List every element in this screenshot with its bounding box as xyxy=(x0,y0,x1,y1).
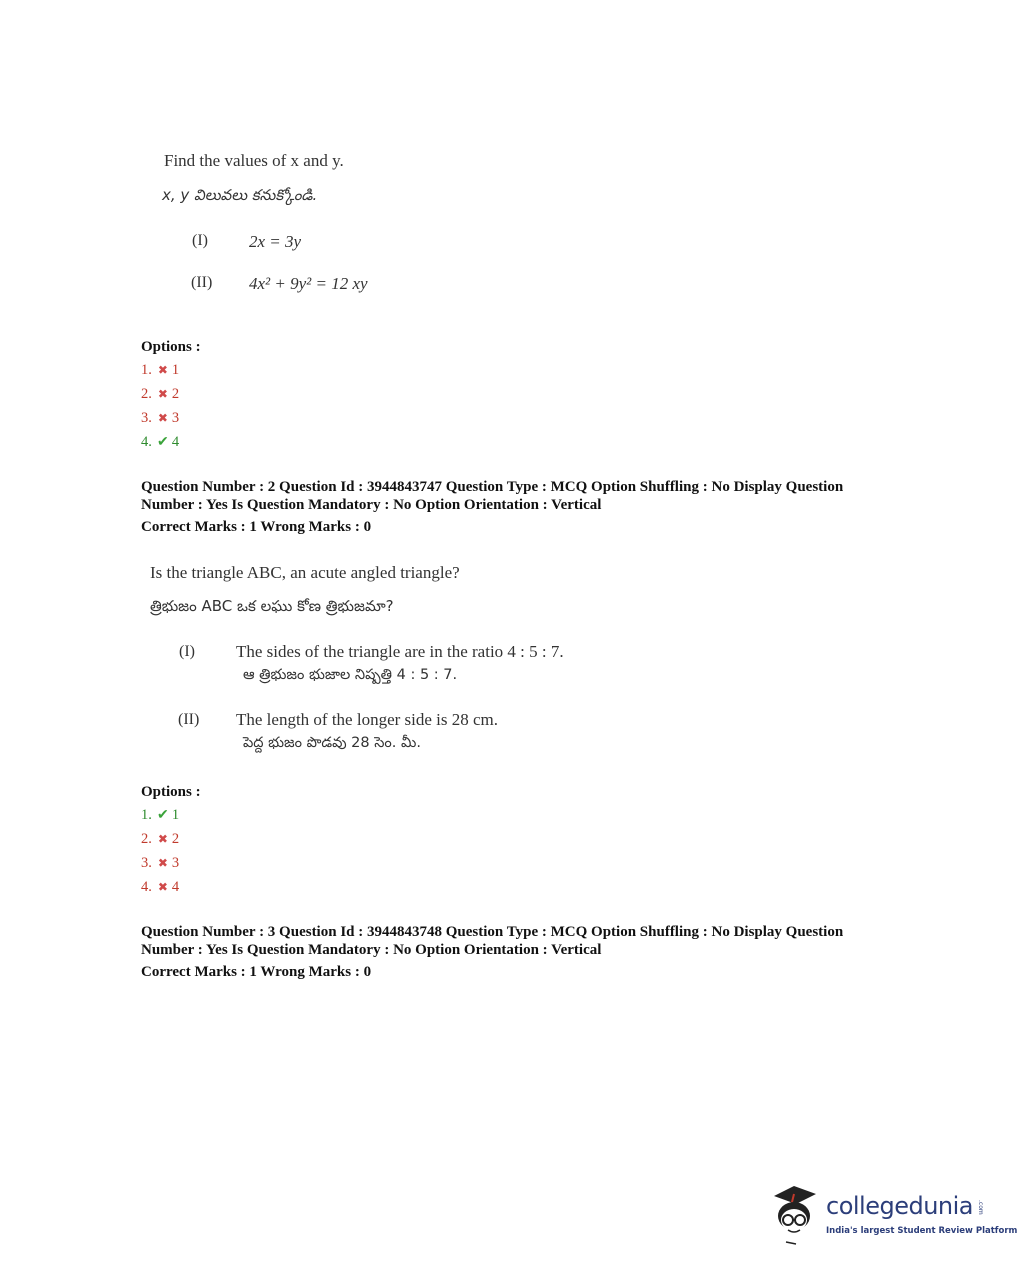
collegedunia-logo xyxy=(768,1180,1018,1250)
q1-options-title: Options : xyxy=(141,339,201,355)
q2-stmt1-te: ఆ త్రిభుజం భుజాల నిష్పత్తి 4 : 5 : 7. xyxy=(243,667,458,683)
q3-meta-line2: Number : Yes Is Question Mandatory : No Option Orientation : Vertical xyxy=(141,942,602,958)
q2-question-te: త్రిభుజం ABC ఒక లఘు కోణ త్రిభుజమా? xyxy=(150,597,394,615)
q1-stmt2: 4x² + 9y² = 12 xy xyxy=(249,274,368,293)
q2-stmt2-te: పెద్ద భుజం పొడవు 28 సెం. మీ. xyxy=(243,735,421,751)
q1-question-te: x, y విలువలు కనుక్కోండి. xyxy=(162,186,318,204)
q1-option-2: 2. ✖ 2 xyxy=(141,386,180,402)
logo-wordmark: collegedunia xyxy=(826,1192,974,1220)
check-icon: ✔ xyxy=(157,435,169,450)
cross-icon: ✖ xyxy=(157,411,168,425)
q2-question-en: Is the triangle ABC, an acute angled triangle? xyxy=(150,563,460,582)
cross-icon: ✖ xyxy=(157,832,168,846)
q1-stmt1: 2x = 3y xyxy=(249,232,302,251)
cross-icon: ✖ xyxy=(157,363,168,377)
mascot-icon xyxy=(768,1180,824,1246)
q2-option-1: 1. ✔ 1 xyxy=(141,807,180,823)
q1-question-en: Find the values of x and y. xyxy=(164,151,344,170)
q1-stmt2-label: (II) xyxy=(191,274,213,291)
q2-meta-line2: Number : Yes Is Question Mandatory : No Option Orientation : Vertical xyxy=(141,497,602,513)
cross-icon: ✖ xyxy=(157,880,168,894)
q2-stmt1-label: (I) xyxy=(179,643,195,660)
q2-option-3: 3. ✖ 3 xyxy=(141,855,180,871)
logo-tagline: India's largest Student Review Platform xyxy=(826,1226,1018,1236)
q1-option-4: 4. ✔ 4 xyxy=(141,434,180,450)
q2-option-4: 4. ✖ 4 xyxy=(141,879,180,895)
cross-icon: ✖ xyxy=(157,856,168,870)
logo-com: .com xyxy=(977,1200,984,1215)
q1-option-1: 1. ✖ 1 xyxy=(141,362,180,378)
q1-option-3: 3. ✖ 3 xyxy=(141,410,180,426)
check-icon: ✔ xyxy=(157,808,169,823)
q2-meta-line1: Question Number : 2 Question Id : 3944843747 Question Type : MCQ Option Shuffling : No Display Question xyxy=(141,479,844,495)
q3-meta-line1: Question Number : 3 Question Id : 3944843748 Question Type : MCQ Option Shuffling : No Display Question xyxy=(141,924,844,940)
q2-stmt2-label: (II) xyxy=(178,711,200,728)
q2-option-2: 2. ✖ 2 xyxy=(141,831,180,847)
q1-stmt1-label: (I) xyxy=(192,232,208,249)
q2-meta-line3: Correct Marks : 1 Wrong Marks : 0 xyxy=(141,519,372,535)
q2-options-title: Options : xyxy=(141,784,201,800)
q2-stmt2-en: The length of the longer side is 28 cm. xyxy=(236,710,499,729)
q2-stmt1-en: The sides of the triangle are in the ratio 4 : 5 : 7. xyxy=(236,642,564,661)
q3-meta-line3: Correct Marks : 1 Wrong Marks : 0 xyxy=(141,964,372,980)
cross-icon: ✖ xyxy=(157,387,168,401)
